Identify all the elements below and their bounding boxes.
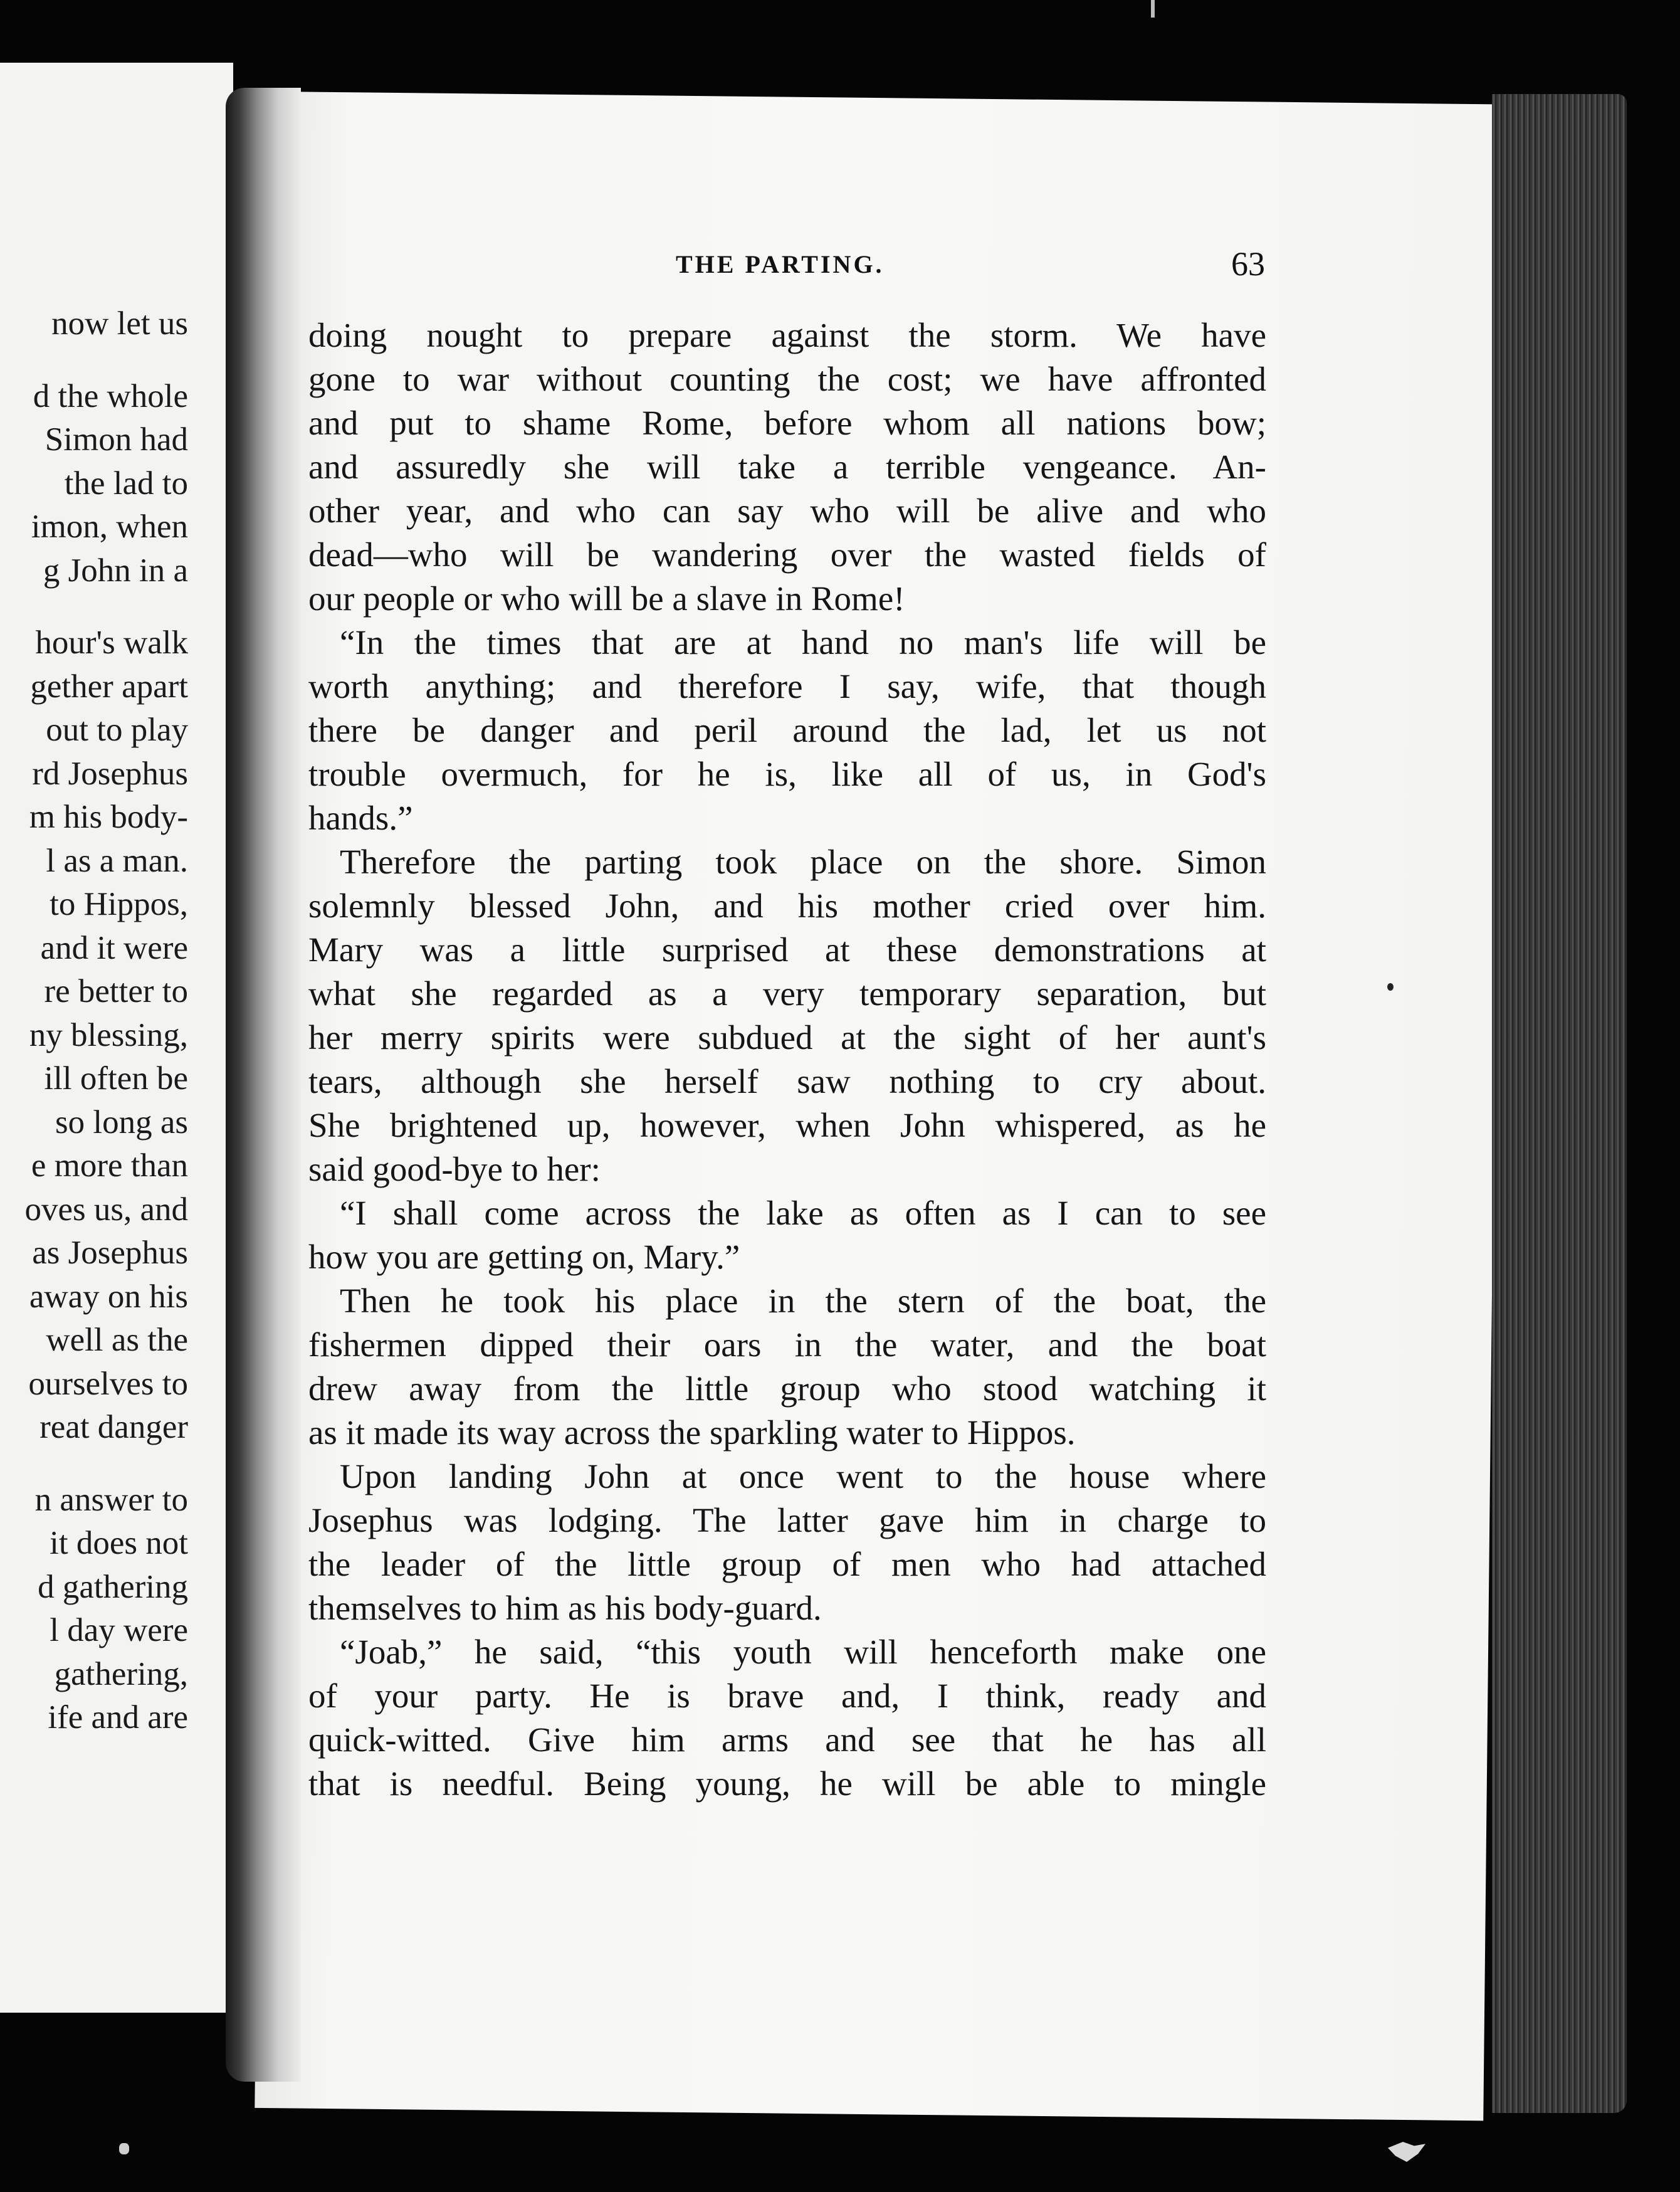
text-line: Josephus was lodging. The latter gave him in charge to — [308, 1501, 1266, 1539]
text-line: out to play — [46, 712, 188, 748]
text-line: doing nought to prepare against the storm. We have — [308, 316, 1266, 354]
text-line: said good-bye to her: — [308, 1150, 601, 1188]
text-line: and put to shame Rome, before whom all nations bow; — [308, 404, 1266, 442]
text-line: gether apart — [30, 668, 188, 705]
ink-speck — [1387, 983, 1394, 991]
binding-gutter-shadow — [226, 88, 301, 2082]
text-line: d the whole — [33, 377, 188, 414]
text-line: it does not — [50, 1525, 188, 1561]
text-line: ny blessing, — [29, 1016, 188, 1053]
previous-page-text — [24, 302, 188, 1740]
text-line: g John in a — [43, 552, 188, 589]
text-line: oves us, and — [24, 1191, 188, 1228]
text-line: e more than — [31, 1147, 188, 1184]
text-line: “Joab,” he said, “this youth will henceforth make one — [340, 1633, 1266, 1671]
paragraph-gap — [24, 1450, 188, 1478]
scan-artifact — [119, 2143, 129, 2154]
text-line: imon, when — [31, 508, 188, 545]
text-line: reat danger — [39, 1409, 188, 1445]
text-line: l as a man. — [46, 842, 188, 879]
text-line: the lad to — [64, 465, 188, 502]
scan-artifact — [1151, 0, 1155, 18]
text-line: “I shall come across the lake as often as I can to see — [340, 1194, 1266, 1232]
text-line: well as the — [46, 1322, 188, 1358]
text-line: there be danger and peril around the lad, let us not — [308, 711, 1266, 749]
text-line: gone to war without counting the cost; we have affronted — [308, 360, 1266, 398]
page-edge-stack — [1492, 94, 1627, 2113]
text-line: drew away from the little group who stood watching it — [308, 1369, 1266, 1408]
text-line: rd Josephus — [32, 755, 188, 792]
text-line: Then he took his place in the stern of the boat, the — [340, 1282, 1266, 1320]
text-line: worth anything; and therefore I say, wife, that though — [308, 667, 1266, 705]
text-line: ife and are — [48, 1699, 188, 1736]
text-line: so long as — [55, 1104, 188, 1141]
text-line: m his body- — [29, 799, 188, 835]
text-line: fishermen dipped their oars in the water, and the boat — [308, 1325, 1266, 1364]
text-line: our people or who will be a slave in Rome! — [308, 579, 905, 618]
text-line: Simon had — [45, 421, 188, 458]
running-head: THE PARTING. — [676, 250, 885, 278]
text-line: and assuredly she will take a terrible vengeance. An- — [308, 448, 1266, 486]
text-line: l day were — [50, 1612, 188, 1648]
text-line: Mary was a little surprised at these demonstrations at — [308, 930, 1266, 969]
text-line: Therefore the parting took place on the shore. Simon — [340, 843, 1266, 881]
paragraph-gap — [24, 346, 188, 375]
text-line: hour's walk — [35, 624, 188, 661]
text-line: and it were — [40, 929, 188, 966]
text-line: She brightened up, however, when John whispered, as he — [308, 1106, 1266, 1144]
paragraph-gap — [24, 593, 188, 621]
text-line: how you are getting on, Mary.” — [308, 1238, 740, 1276]
text-line: ourselves to — [28, 1365, 188, 1402]
text-line: dead—who will be wandering over the wasted fields of — [308, 535, 1266, 574]
text-line: of your party. He is brave and, I think, ready and — [308, 1677, 1266, 1715]
text-line: n answer to — [34, 1481, 188, 1518]
text-line: now let us — [51, 305, 188, 342]
text-line: as it made its way across the sparkling water to Hippos. — [308, 1413, 1076, 1452]
text-line: that is needful. Being young, he will be able to mingle — [308, 1764, 1266, 1803]
text-line: solemnly blessed John, and his mother cried over him. — [308, 887, 1266, 925]
previous-page — [0, 63, 233, 2013]
text-line: re better to — [44, 973, 188, 1009]
text-line: trouble overmuch, for he is, like all of us, in God's — [308, 755, 1266, 793]
text-line: d gathering — [38, 1568, 188, 1605]
page-number: 63 — [1231, 245, 1265, 283]
text-line: themselves to him as his body-guard. — [308, 1589, 822, 1627]
scan-artifact — [1388, 2142, 1425, 2162]
text-line: to Hippos, — [50, 886, 188, 922]
text-line: the leader of the little group of men who had attached — [308, 1545, 1266, 1583]
page-body-text — [308, 314, 1266, 1806]
text-line: what she regarded as a very temporary separation, but — [308, 974, 1266, 1013]
text-line: hands.” — [308, 799, 413, 837]
text-line: other year, and who can say who will be alive and who — [308, 492, 1266, 530]
text-line: as Josephus — [32, 1235, 188, 1271]
text-line: away on his — [29, 1278, 188, 1315]
text-line: her merry spirits were subdued at the sight of her aunt's — [308, 1018, 1266, 1056]
text-line: “In the times that are at hand no man's life will be — [340, 623, 1266, 661]
text-line: Upon landing John at once went to the house where — [340, 1457, 1266, 1495]
text-line: gathering, — [54, 1655, 188, 1692]
text-line: quick-witted. Give him arms and see that he has all — [308, 1720, 1266, 1759]
text-line: tears, although she herself saw nothing to cry about. — [308, 1062, 1266, 1100]
text-line: ill often be — [44, 1060, 188, 1097]
